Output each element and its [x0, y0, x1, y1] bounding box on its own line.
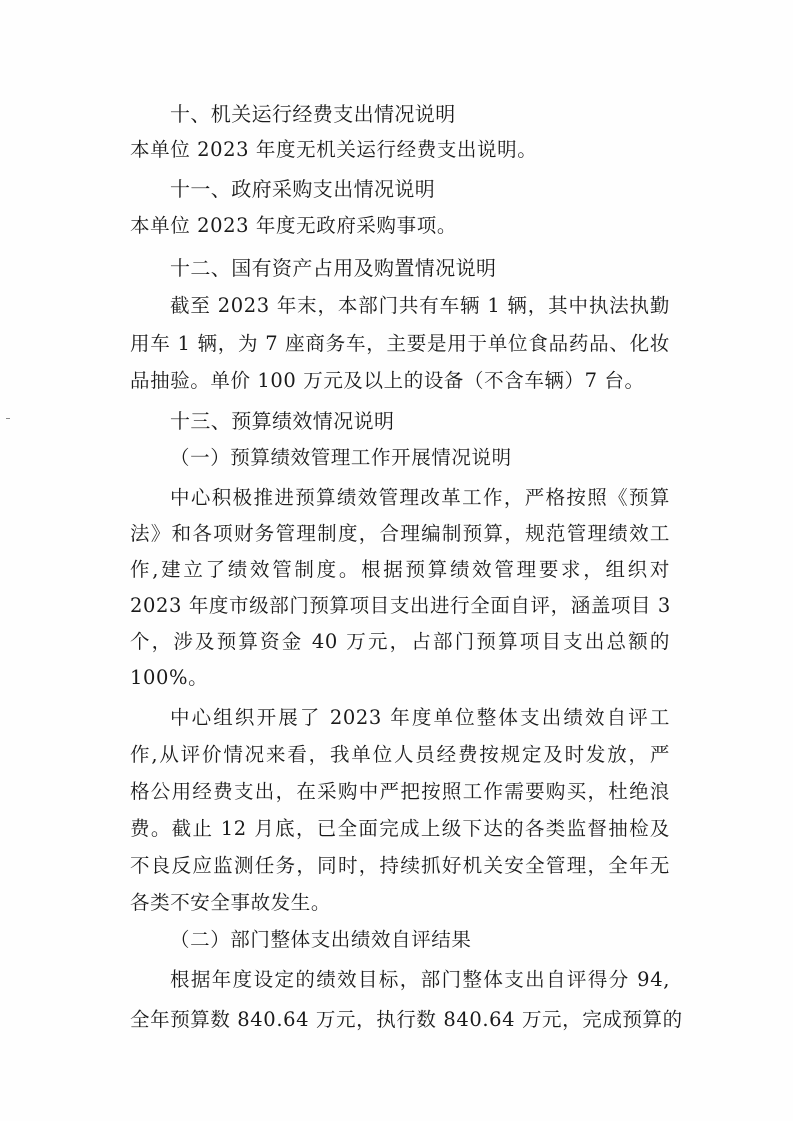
paragraph-line: 不良反应监测任务，同时，持续抓好机关安全管理，全年无 — [130, 854, 670, 877]
paragraph-line: 法》和各项财务管理制度，合理编制预算，规范管理绩效工 — [130, 522, 670, 545]
paragraph-line: 品抽验。单价 100 万元及以上的设备（不含车辆）7 台。 — [130, 369, 645, 392]
paragraph-line: 作,建立了绩效管制度。根据预算绩效管理要求，组织对 — [130, 558, 670, 581]
paragraph-line: 全年预算数 840.64 万元，执行数 840.64 万元，完成预算的 — [130, 1008, 683, 1031]
section-heading-12: 十二、国有资产占用及购置情况说明 — [170, 256, 497, 280]
paragraph-line: 各类不安全事故发生。 — [130, 891, 332, 914]
paragraph-line: 中心组织开展了 2023 年度单位整体支出绩效自评工 — [170, 706, 670, 729]
section-heading-10: 十、机关运行经费支出情况说明 — [170, 102, 456, 126]
paragraph-line: 作,从评价情况来看，我单位人员经费按规定及时发放，严 — [130, 743, 670, 766]
paragraph-line: 格公用经费支出，在采购中严把按照工作需要购买，杜绝浪 — [130, 780, 670, 803]
paragraph-line: 本单位 2023 年度无机关运行经费支出说明。 — [130, 138, 538, 161]
paragraph-line: 根据年度设定的绩效目标，部门整体支出自评得分 94, — [170, 968, 670, 991]
paragraph-line: 费。截止 12 月底，已全面完成上级下达的各类监督抽检及 — [130, 817, 670, 840]
subheading-2: （二）部门整体支出绩效自评结果 — [170, 928, 472, 951]
section-heading-11: 十一、政府采购支出情况说明 — [170, 177, 436, 201]
scan-mark — [6, 418, 10, 419]
paragraph-line: 本单位 2023 年度无政府采购事项。 — [130, 214, 457, 237]
paragraph-line: 个，涉及预算资金 40 万元，占部门预算项目支出总额的 — [130, 630, 670, 653]
section-heading-13: 十三、预算绩效情况说明 — [170, 409, 395, 433]
paragraph-line: 2023 年度市级部门预算项目支出进行全面自评，涵盖项目 3 — [130, 594, 671, 617]
subheading-1: （一）预算绩效管理工作开展情况说明 — [170, 446, 512, 469]
paragraph-line: 截至 2023 年末，本部门共有车辆 1 辆，其中执法执勤 — [170, 294, 670, 317]
paragraph-line: 100%。 — [130, 666, 209, 689]
paragraph-line: 中心积极推进预算绩效管理改革工作，严格按照《预算 — [170, 486, 670, 509]
paragraph-line: 用车 1 辆，为 7 座商务车，主要是用于单位食品药品、化妆 — [130, 332, 670, 355]
